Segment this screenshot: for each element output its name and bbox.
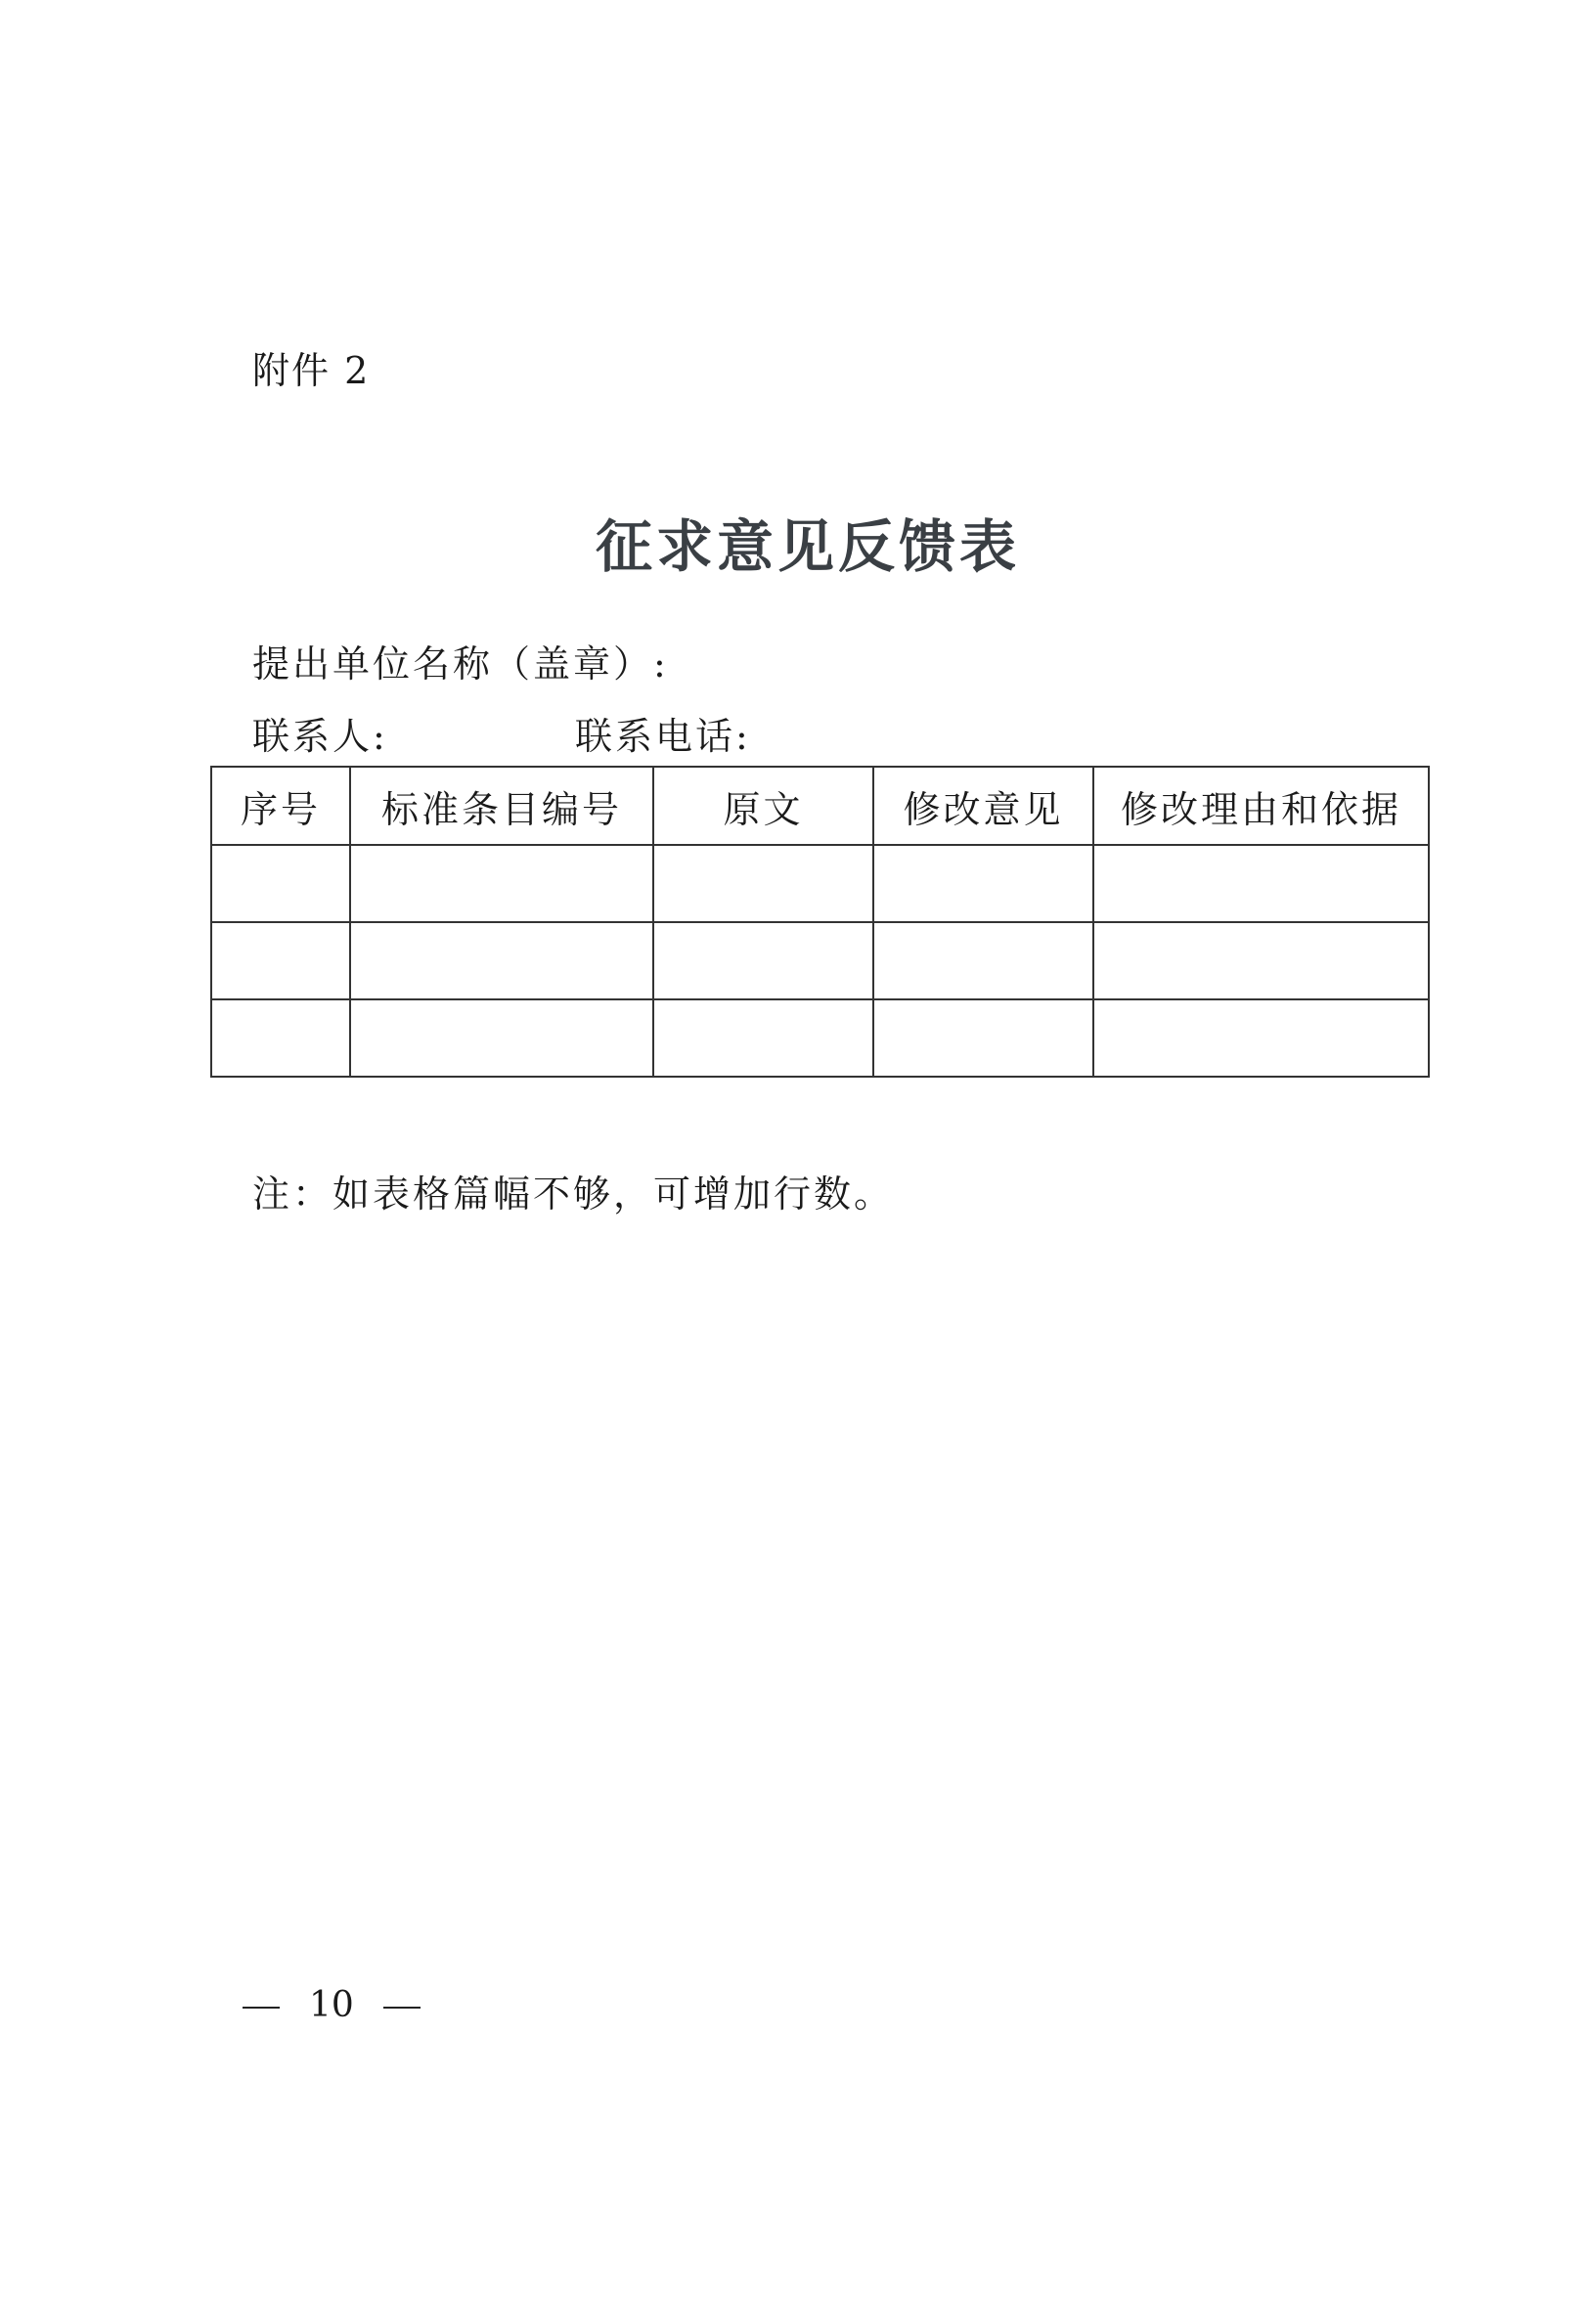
header-revision-reason: 修改理由和依据 xyxy=(1093,767,1429,845)
header-original-text: 原文 xyxy=(653,767,873,845)
table-header-row xyxy=(211,767,1429,845)
header-serial-number: 序号 xyxy=(211,767,350,845)
page-number xyxy=(243,1985,421,2025)
dash-left xyxy=(243,2007,280,2009)
contact-person-field: 联系人: xyxy=(252,715,388,758)
attachment-label: 附件 2 xyxy=(252,349,371,392)
contact-row xyxy=(252,706,751,760)
table-cell xyxy=(653,845,873,922)
table-row xyxy=(211,845,1429,922)
contact-phone-field: 联系电话: xyxy=(575,715,751,758)
table-cell xyxy=(1093,999,1429,1077)
table-cell xyxy=(211,922,350,999)
header-revision-opinion: 修改意见 xyxy=(873,767,1093,845)
table-cell xyxy=(653,922,873,999)
table-cell xyxy=(211,999,350,1077)
table-cell xyxy=(873,922,1093,999)
table-row xyxy=(211,922,1429,999)
table-row xyxy=(211,999,1429,1077)
header-clause-number: 标准条目编号 xyxy=(350,767,653,845)
table-cell xyxy=(1093,922,1429,999)
page-number-value: 10 xyxy=(309,1985,354,2025)
page-title xyxy=(0,501,1596,583)
table-cell xyxy=(653,999,873,1077)
dash-right xyxy=(383,2007,421,2009)
table-cell xyxy=(873,845,1093,922)
table-cell xyxy=(350,845,653,922)
page-title-text: 征求意见反馈表 xyxy=(595,513,1020,580)
table-cell xyxy=(211,845,350,922)
table-cell xyxy=(350,999,653,1077)
table-note: 注：如表格篇幅不够，可增加行数。 xyxy=(252,1172,895,1216)
table-cell xyxy=(873,999,1093,1077)
unit-name-field: 提出单位名称（盖章）: xyxy=(252,642,669,686)
table-cell xyxy=(1093,845,1429,922)
feedback-table xyxy=(210,766,1430,1078)
table-cell xyxy=(350,922,653,999)
